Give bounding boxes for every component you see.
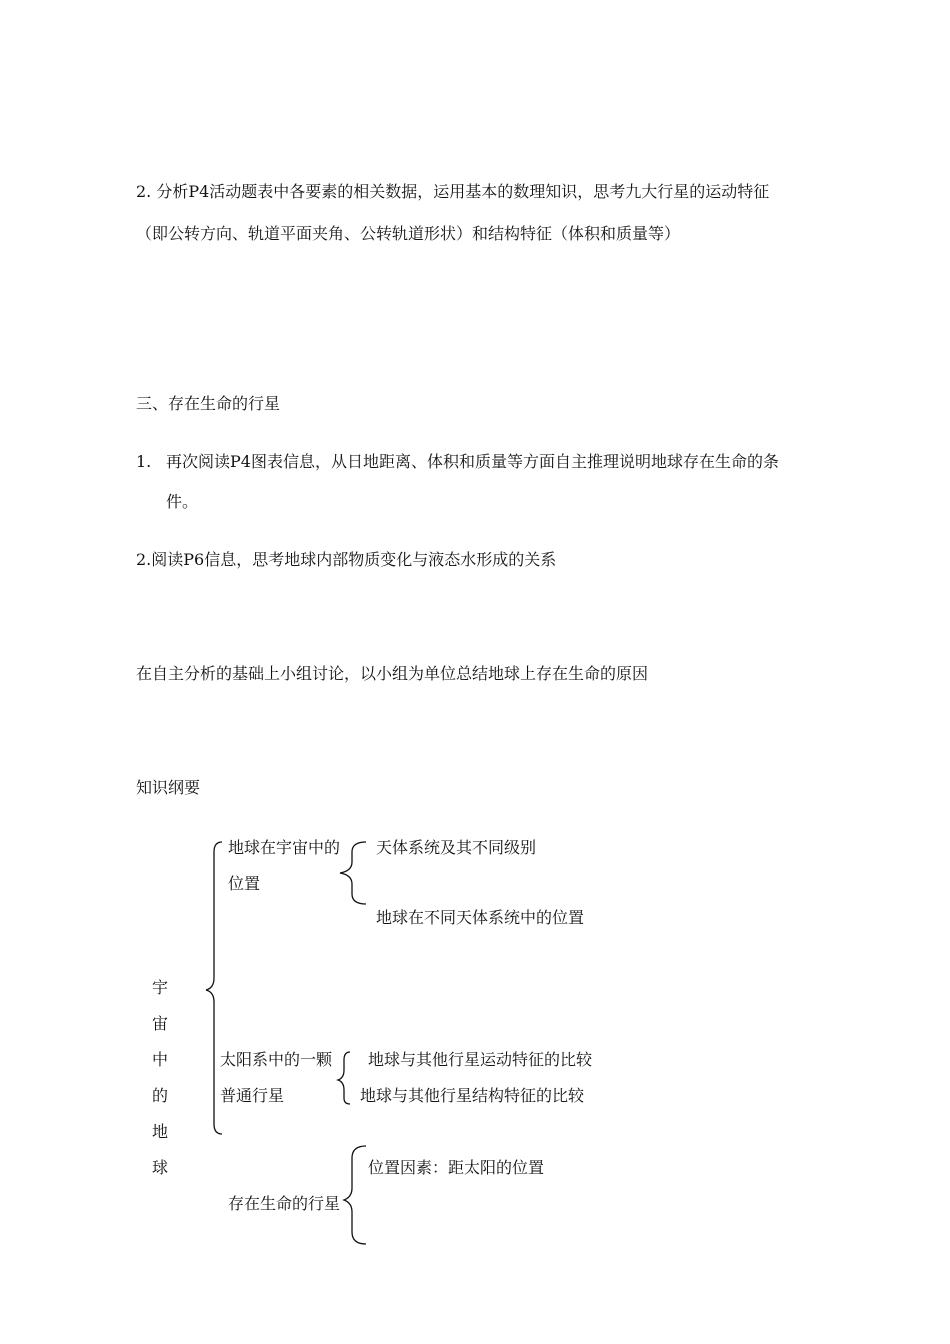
branch-3-brace [344,1146,366,1244]
question-2-line-1: 2. 分析P4活动题表中各要素的相关数据，运用基本的数理知识，思考九大行星的运动特征 [136,182,770,201]
root-char: 地 [151,1122,168,1141]
branch-1-label-line-2: 位置 [228,874,261,893]
branch-1-brace [340,842,366,904]
branch-2-item: 地球与其他行星结构特征的比较 [360,1086,585,1105]
branch-3-item: 位置因素：距太阳的位置 [368,1158,545,1177]
root-char: 中 [151,1050,168,1069]
branch-1-item: 天体系统及其不同级别 [376,838,537,857]
outline-heading: 知识纲要 [136,778,201,797]
branch-1-item: 地球在不同天体系统中的位置 [376,908,585,927]
section-3-item-1-line-2: 件。 [166,492,199,511]
branch-2-item: 地球与其他行星运动特征的比较 [368,1050,593,1069]
section-3-item-1-line-1: 再次阅读P4图表信息，从日地距离、体积和质量等方面自主推理说明地球存在生命的条 [166,452,779,471]
root-char: 球 [151,1158,168,1177]
branch-3-label: 存在生命的行星 [228,1194,341,1213]
section-3-heading: 三、存在生命的行星 [136,394,281,413]
root-char: 宇 [151,978,168,997]
branch-2-label-line-1: 太阳系中的一颗 [220,1050,333,1069]
question-2-line-2: （即公转方向、轨道平面夹角、公转轨道形状）和结构特征（体积和质量等） [136,224,681,243]
branch-1-label-line-1: 地球在宇宙中的 [228,838,341,857]
root-char: 宙 [151,1014,168,1033]
root-char: 的 [151,1086,168,1105]
branch-2-brace [338,1052,350,1104]
branch-2-label-line-2: 普通行星 [220,1086,285,1105]
section-3-item-1-number: 1. [136,452,152,471]
section-3-discussion: 在自主分析的基础上小组讨论，以小组为单位总结地球上存在生命的原因 [136,664,649,683]
section-3-item-2: 2.阅读P6信息，思考地球内部物质变化与液态水形成的关系 [136,550,557,569]
